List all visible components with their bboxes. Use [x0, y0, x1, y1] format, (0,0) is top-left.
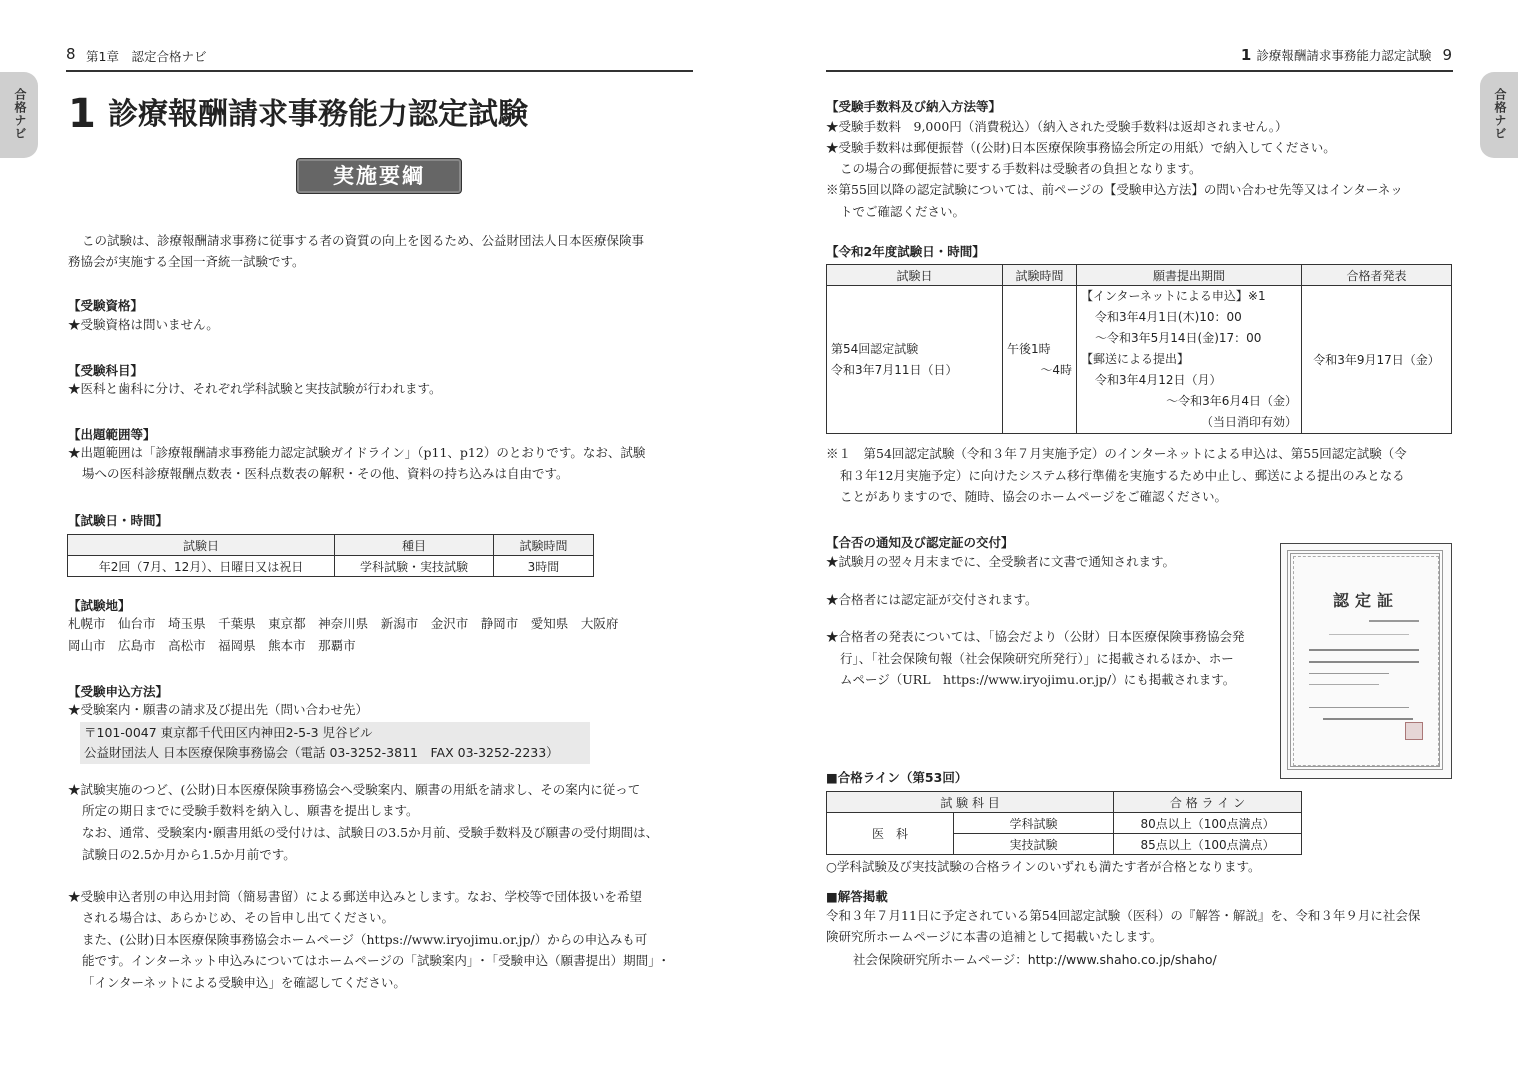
right-header — [1220, 45, 1452, 64]
right-header-title: 診療報酬請求事務能力認定試験 — [1256, 48, 1432, 63]
fee-line-3: この場合の郵便振替に要する手数料は受験者の負担となります。 — [840, 161, 1202, 176]
place-item: 埼玉県 — [168, 616, 206, 631]
date-table-cell: 学科試験・実技試験 — [335, 556, 494, 577]
apply3-line-2: される場合は、あらかじめ、その旨申し出てください。 — [82, 910, 395, 925]
address-line-1: 〒101-0047 東京都千代田区内神田2-5-3 児谷ビル — [84, 725, 373, 740]
r2-table-header: 願書提出期間 — [1077, 265, 1302, 286]
side-tab-right-label: 合格ナビ — [1493, 88, 1507, 140]
r2-table-header: 試験時間 — [1003, 265, 1077, 286]
intro-line-2: 務協会が実施する全国一斉統一試験です。 — [68, 254, 305, 269]
date-table — [67, 534, 594, 577]
r2-period-line: ～令和3年5月14日(金)17：00 — [1095, 331, 1262, 345]
result-line-5: ムページ（URL https://www.iryojimu.or.jp/）にも掲載されます。 — [840, 672, 1236, 687]
r2-period-line: ～令和3年6月4日（金） — [1166, 394, 1297, 408]
certificate-title: 認定証 — [1332, 591, 1399, 610]
scope-heading: 【出題範囲等】 — [68, 427, 156, 442]
r2-exam-line: 第54回認定試験 — [831, 341, 919, 356]
date-table-header: 試験日 — [68, 535, 335, 556]
page-title: 診療報酬請求事務能力認定試験 — [108, 97, 528, 132]
pass-table-cell: 80点以上（100点満点） — [1114, 813, 1302, 834]
note-line-3: ことがありますので、随時、協会のホームページをご確認ください。 — [840, 489, 1228, 504]
address-box — [80, 722, 590, 764]
right-header-number: 1 — [1240, 46, 1252, 64]
side-tab-left — [0, 72, 38, 158]
pass-table-header: 合 格 ラ イ ン — [1114, 792, 1302, 813]
address-line-2: 公益財団法人 日本医療保険事務協会（電話 03-3252-3811 FAX 03-3252-2233） — [84, 745, 559, 760]
pass-subject-cell: 医 科 — [827, 813, 954, 855]
subj-heading: 【受験科目】 — [68, 363, 144, 378]
intro-line-1: この試験は、診療報酬請求事務に従事する者の資質の向上を図るため、公益財団法人日本医療保険事 — [82, 233, 645, 248]
place-item: 札幌市 — [68, 616, 106, 631]
result-line-3: ★合格者の発表については、「協会だより（公財）日本医療保険事務協会発 — [826, 629, 1245, 644]
fee-line-1: ★受験手数料 9,000円（消費税込）（納入された受験手数料は返却されません。） — [826, 119, 1288, 134]
place-item: 熊本市 — [268, 638, 306, 653]
r2-announce-cell: 令和3年9月17日（金） — [1302, 286, 1452, 434]
place-item: 広島市 — [118, 638, 156, 653]
place-item: 高松市 — [168, 638, 206, 653]
result-line-4: 行」、「社会保険旬報（社会保険研究所発行）」に掲載されるほか、ホー — [840, 651, 1234, 666]
left-page-number: 8 — [66, 45, 76, 63]
result-line-2: ★合格者には認定証が交付されます。 — [826, 592, 1038, 607]
shaho-url-line: 社会保険研究所ホームページ：http://www.shaho.co.jp/shaho/ — [853, 952, 1217, 967]
result-line-1: ★試験月の翌々月末までに、全受験者に文書で通知されます。 — [826, 554, 1176, 569]
right-page-number: 9 — [1442, 46, 1452, 64]
pass-heading: ■合格ライン（第53回） — [826, 770, 968, 785]
scope-line-2: 場への医科診療報酬点数表・医科点数表の解釈・その他、資料の持ち込みは自由です。 — [82, 466, 569, 481]
outline-badge-label: 実施要綱 — [333, 164, 425, 188]
date-table-cell: 年2回（7月、12月）、日曜日又は祝日 — [68, 556, 335, 577]
section-number: 1 — [68, 91, 96, 137]
r2-table — [826, 264, 1452, 434]
qual-text: ★受験資格は問いません。 — [68, 317, 219, 332]
right-header-rule — [826, 70, 1453, 72]
place-item: 新潟市 — [380, 616, 419, 631]
apply3-line-4: 能です。インターネット申込みについてはホームページの「試験案内」･「受験申込（願書提出）期間」･ — [82, 953, 667, 968]
place-item: 千葉県 — [218, 616, 256, 631]
r2-period-line: 令和3年4月1日(木)10：00 — [1095, 310, 1242, 324]
certificate-image — [1280, 543, 1452, 779]
place-item: 那覇市 — [318, 638, 356, 653]
left-header-rule — [66, 70, 693, 72]
side-tab-left-label: 合格ナビ — [13, 88, 27, 140]
r2-period-line: 令和3年4月12日（月） — [1095, 373, 1222, 387]
place-item: 静岡市 — [480, 616, 519, 631]
scope-line-1: ★出題範囲は「診療報酬請求事務能力認定試験ガイドライン」（p11、p12）のとおりです。なお、試験 — [68, 445, 646, 460]
side-tab-right — [1480, 72, 1518, 158]
place-item: 金沢市 — [430, 616, 469, 631]
result-heading: 【合否の通知及び認定証の交付】 — [826, 535, 1014, 550]
r2-period-cell — [1077, 286, 1302, 434]
place-item: 福岡県 — [218, 638, 256, 653]
r2-exam-cell — [827, 286, 1003, 434]
left-chapter-title: 第1章 認定合格ナビ — [86, 49, 207, 64]
apply2-line-1: ★試験実施のつど、(公財)日本医療保険事務協会へ受験案内、願書の用紙を請求し、その案内に従って — [68, 782, 641, 797]
fee-line-4: ※第55回以降の認定試験については、前ページの【受験申込方法】の問い合わせ先等又はインターネッ — [826, 182, 1403, 197]
answer-heading: ■解答掲載 — [826, 889, 888, 904]
places-row-1 — [68, 613, 618, 634]
place-item: 仙台市 — [118, 616, 156, 631]
qual-heading: 【受験資格】 — [68, 298, 144, 313]
pass-table-header: 試 験 科 目 — [827, 792, 1114, 813]
answer-line-1: 令和３年７月11日に予定されている第54回認定試験（医科）の『解答・解説』を、令和３年９月に社会保 — [826, 908, 1421, 923]
date-table-cell: 3時間 — [494, 556, 594, 577]
certificate-seal — [1405, 722, 1423, 740]
place-item: 大阪府 — [580, 616, 619, 631]
apply2-line-2: 所定の期日までに受験手数料を納入し、願書を提出します。 — [82, 803, 419, 818]
place-item: 愛知県 — [530, 616, 569, 631]
r2-time-cell — [1003, 286, 1077, 434]
note-line-2: 和３年12月実施予定）に向けたシステム移行準備を実施するため中止し、郵送による提出のみとなる — [840, 468, 1405, 483]
date-table-header: 種目 — [335, 535, 494, 556]
places-row-2 — [68, 635, 356, 656]
pass-note: ○学科試験及び実技試験の合格ラインのいずれも満たす者が合格となります。 — [826, 859, 1261, 874]
r2-period-line: 【インターネットによる申込】※1 — [1081, 289, 1266, 303]
apply2-line-4: 試験日の2.5か月から1.5か月前です。 — [82, 847, 296, 862]
pass-table — [826, 791, 1302, 855]
certificate-text-lines — [1309, 620, 1423, 720]
apply-heading: 【受験申込方法】 — [68, 684, 169, 699]
apply3-line-1: ★受験申込者別の申込用封筒（簡易書留）による郵送申込みとします。なお、学校等で団体扱いを希望 — [68, 889, 643, 904]
place-heading: 【試験地】 — [68, 598, 131, 613]
apply3-line-3: また、(公財)日本医療保険事務協会ホームページ（https://www.iryojimu.or.jp/）からの申込みも可 — [82, 932, 648, 947]
pass-table-cell: 実技試験 — [954, 834, 1114, 855]
r2-period-line: （当日消印有効） — [1200, 415, 1297, 429]
r2-exam-line: 令和3年7月11日（日） — [831, 362, 958, 377]
r2-time-line: ～4時 — [1040, 362, 1072, 377]
fee-line-5: トでご確認ください。 — [840, 204, 966, 219]
place-item: 東京都 — [268, 616, 306, 631]
answer-line-2: 険研究所ホームページに本書の追補として掲載いたします。 — [826, 929, 1163, 944]
r2-heading: 【令和2年度試験日・時間】 — [826, 244, 985, 259]
place-item: 神奈川県 — [318, 616, 369, 631]
apply-line-1: ★受験案内・願書の請求及び提出先（問い合わせ先） — [68, 702, 369, 717]
date-heading: 【試験日・時間】 — [68, 513, 169, 528]
subj-text: ★医科と歯科に分け、それぞれ学科試験と実技試験が行われます。 — [68, 381, 442, 396]
note-line-1: ※１ 第54回認定試験（令和３年７月実施予定）のインターネットによる申込は、第55回認定試験（令 — [826, 446, 1407, 461]
pass-table-cell: 学科試験 — [954, 813, 1114, 834]
date-table-header: 試験時間 — [494, 535, 594, 556]
r2-table-header: 試験日 — [827, 265, 1003, 286]
apply2-line-3: なお、通常、受験案内･願書用紙の受付けは、試験日の3.5か月前、受験手数料及び願書の受付期間は、 — [82, 825, 659, 840]
pass-table-cell: 85点以上（100点満点） — [1114, 834, 1302, 855]
place-item: 岡山市 — [68, 638, 106, 653]
fee-line-2: ★受験手数料は郵便振替（(公財)日本医療保険事務協会所定の用紙）で納入してください。 — [826, 140, 1336, 155]
fee-heading: 【受験手数料及び納入方法等】 — [826, 99, 1002, 114]
outline-badge — [296, 158, 462, 194]
r2-time-line: 午後1時 — [1007, 341, 1051, 356]
r2-period-line: 【郵送による提出】 — [1081, 352, 1190, 366]
apply3-line-5: 「インターネットによる受験申込」を確認してください。 — [82, 975, 406, 990]
r2-table-header: 合格者発表 — [1302, 265, 1452, 286]
